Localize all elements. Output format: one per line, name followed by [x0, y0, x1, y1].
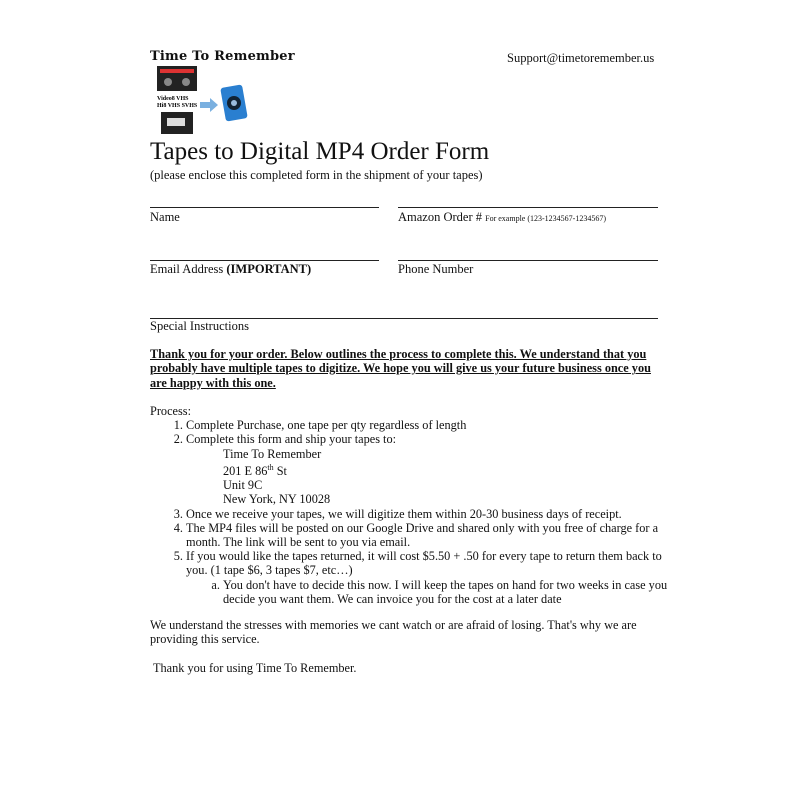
phone-label: Phone Number: [398, 262, 474, 276]
email-label-text: Email Address: [150, 262, 227, 276]
sub-steps: [186, 578, 670, 606]
name-label: Name: [150, 210, 180, 224]
email-label: [150, 262, 311, 277]
amazon-order-example: For example (123-1234567-1234567): [485, 214, 606, 223]
sub-step: a. You don't have to decide this now. I will keep the tapes on hand for two weeks in case you decide you want them. We can invoice you for the cost at a later date: [223, 578, 670, 606]
process-step: 1. Complete Purchase, one tape per qty regardless of length: [186, 418, 670, 432]
support-email: Support@timetoremember.us: [507, 51, 655, 65]
amazon-order-text: Amazon Order #: [398, 210, 482, 224]
address-line: New York, NY 10028: [223, 492, 331, 507]
process-step: 4. The MP4 files will be posted on our Google Drive and shared only with you free of charge for a month. The link will be sent to you via email.: [186, 521, 670, 549]
process-step: [186, 549, 670, 606]
address-line: Time To Remember: [223, 446, 322, 461]
closing-paragraph: We understand the stresses with memories we cant watch or are afraid of losing. That's why we are providing this service.: [150, 618, 637, 647]
amazon-order-field-line[interactable]: [398, 207, 658, 208]
address-line: [223, 461, 670, 478]
svg-text:Hi8 VHS SVHS: Hi8 VHS SVHS: [157, 103, 198, 109]
special-instructions-label: Special Instructions: [150, 319, 249, 333]
address-line: Unit 9C: [223, 478, 263, 493]
email-field-line[interactable]: [150, 260, 379, 261]
address-ordinal: th: [267, 462, 274, 472]
name-field-line[interactable]: [150, 207, 379, 208]
amazon-order-label: [398, 210, 606, 225]
brand-name: Time To Remember: [150, 49, 295, 64]
process-steps: [150, 418, 670, 606]
thank-you-paragraph: Thank you for your order. Below outlines the process to complete this. We understand that you probably have multiple tapes to digitize. We hope you will give us your future business once you are happy with this one.: [150, 347, 651, 390]
process-label: Process:: [150, 404, 191, 418]
phone-field-line[interactable]: [398, 260, 658, 261]
process-step: 3. Once we receive your tapes, we will digitize them within 20-30 business days of receipt.: [186, 507, 670, 521]
form-subtitle: (please enclose this completed form in the shipment of your tapes): [150, 168, 483, 182]
tapes-to-digital-logo: [155, 66, 260, 136]
process-step: [186, 432, 670, 506]
step-text: Complete this form and ship your tapes to:: [186, 432, 397, 447]
svg-text:Video8 VHS: Video8 VHS: [157, 96, 189, 102]
form-title: Tapes to Digital MP4 Order Form: [150, 138, 490, 165]
thank-you-closing: Thank you for using Time To Remember.: [153, 661, 357, 675]
email-important-note: (IMPORTANT): [226, 262, 312, 276]
shipping-address: [186, 447, 670, 507]
process-section: [150, 404, 670, 606]
step-text: If you would like the tapes returned, it will cost $5.50 + .50 for every tape to return them back to you. (1 tape $6, 3 tapes $7, etc…): [186, 549, 662, 578]
address-street: 201 E 86: [223, 463, 268, 478]
address-street-suffix: St: [273, 463, 287, 478]
